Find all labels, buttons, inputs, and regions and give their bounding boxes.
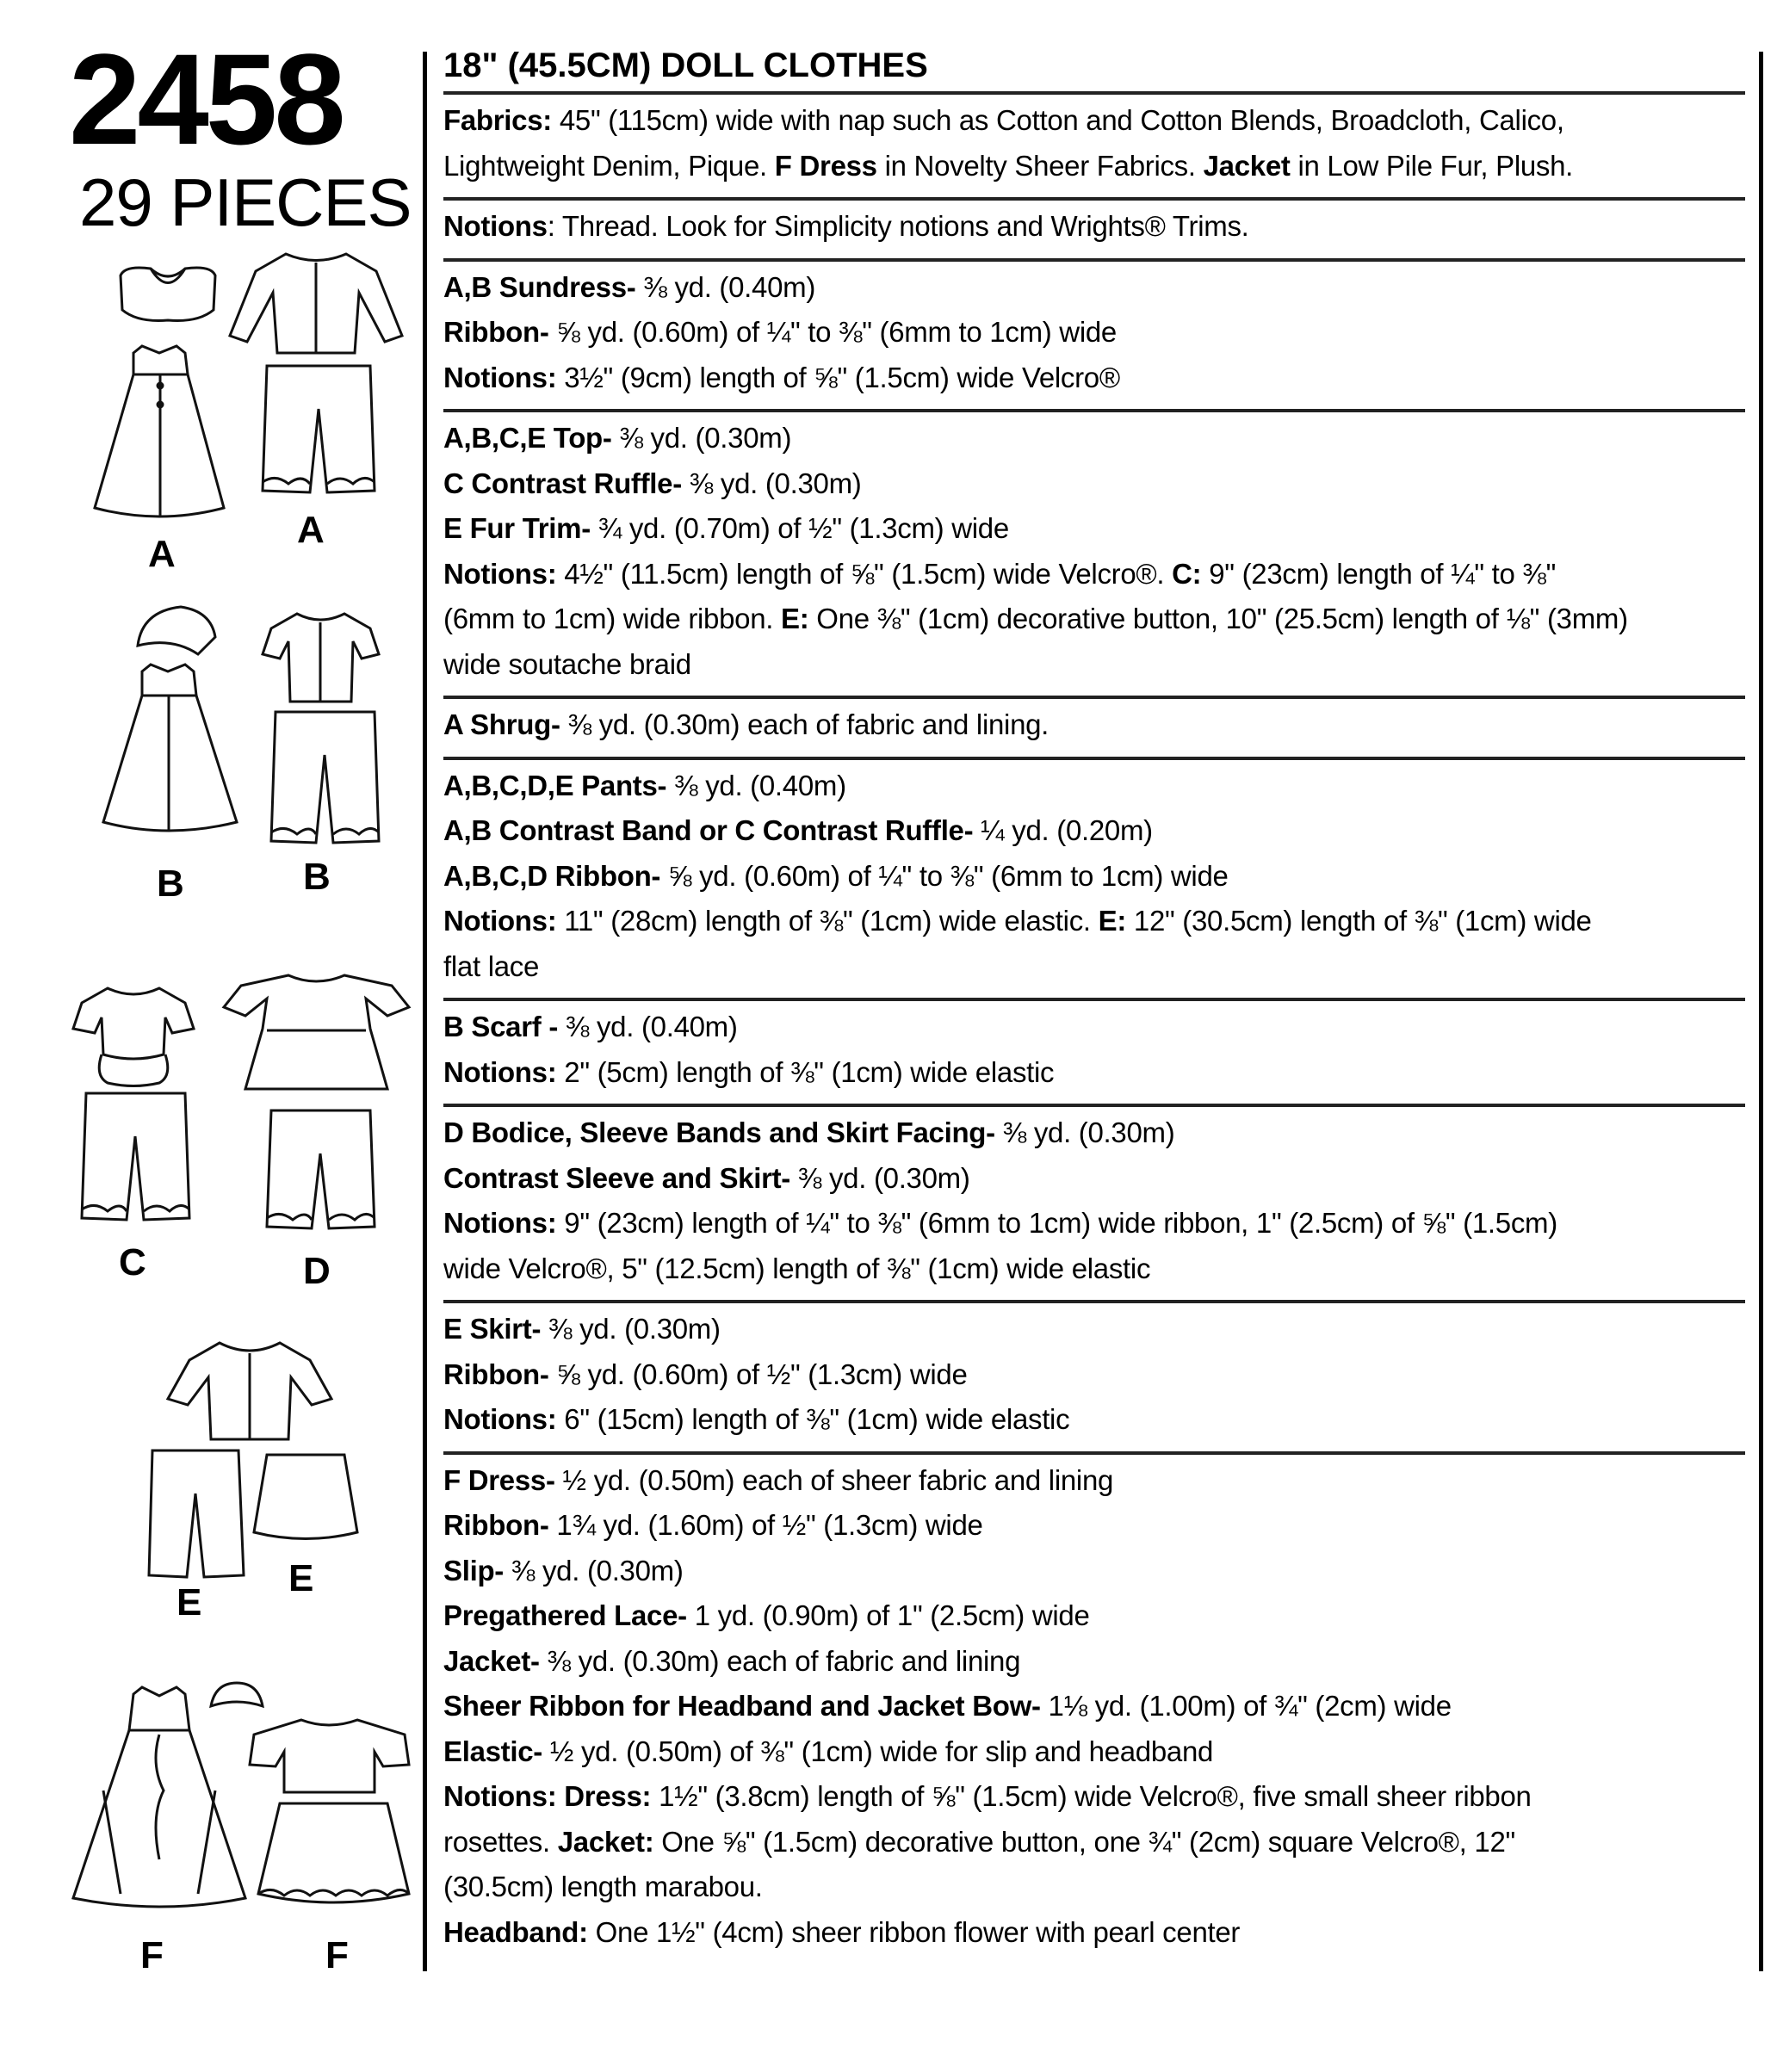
bodice-contrast-text: ⅜ yd. (0.30m) <box>790 1161 970 1194</box>
pants-notions-text-1: 11" (28cm) length of ⅜" (1cm) wide elastic. <box>556 905 1099 937</box>
top-label: A,B,C,E Top- <box>443 422 612 454</box>
top-notions-text-2: 9" (23cm) length of ¼" to ⅜" <box>1201 557 1557 590</box>
scarf-section <box>443 998 1745 1104</box>
view-d-pants-sketch <box>258 1106 383 1235</box>
view-label-a1: A <box>148 533 176 575</box>
view-a-pants-sketch <box>254 362 383 499</box>
fdress-elastic-text: ½ yd. (0.50m) of ⅜" (1cm) wide for slip and headband <box>542 1735 1214 1767</box>
view-label-c: C <box>119 1241 146 1283</box>
pants-notions-text-2: 12" (30.5cm) length of ⅜" (1cm) wide <box>1126 905 1592 937</box>
shrug-label: A Shrug- <box>443 708 560 740</box>
pants-text: ⅜ yd. (0.40m) <box>666 769 846 801</box>
requirements-column <box>443 45 1745 1964</box>
bodice-notions-label: Notions: <box>443 1207 557 1239</box>
pieces-count: 29 PIECES <box>79 164 412 240</box>
top-section <box>443 409 1745 696</box>
top-c-label: C: <box>1172 557 1202 590</box>
fdress-section <box>443 1451 1745 1964</box>
fdress-lace-text: 1 yd. (0.90m) of 1" (2.5cm) wide <box>686 1599 1090 1631</box>
top-fur-text: ¾ yd. (0.70m) of ½" (1.3cm) wide <box>590 512 1009 544</box>
pants-label: A,B,C,D,E Pants- <box>443 769 667 801</box>
view-label-d: D <box>303 1250 331 1292</box>
pants-e-label: E: <box>1098 905 1127 937</box>
view-c-top-sketch <box>69 981 198 1089</box>
skirt-notions-text: 6" (15cm) length of ⅜" (1cm) wide elastic <box>556 1403 1070 1435</box>
fdress-ribbon-label: Ribbon- <box>443 1509 549 1541</box>
fabrics-text: 45" (115cm) wide with nap such as Cotton and Cotton Blends, Broadcloth, Calico, <box>551 104 1564 136</box>
fabrics-label: Fabrics: <box>443 104 552 136</box>
view-e-top-sketch <box>164 1334 336 1446</box>
view-d-dress-sketch <box>220 968 413 1098</box>
fdress-notions-label: Notions: Dress: <box>443 1780 652 1812</box>
skirt-notions-label: Notions: <box>443 1403 557 1435</box>
view-f-dress-sketch <box>69 1687 250 1915</box>
fdress-notions-text-4: (30.5cm) length marabou. <box>443 1871 763 1902</box>
fdress-sheer-label: Sheer Ribbon for Headband and Jacket Bow- <box>443 1690 1041 1722</box>
bodice-label: D Bodice, Sleeve Bands and Skirt Facing- <box>443 1116 995 1148</box>
bodice-text: ⅜ yd. (0.30m) <box>994 1116 1175 1148</box>
fdress-slip-text: ⅜ yd. (0.30m) <box>504 1554 684 1586</box>
view-b-sundress-sketch <box>95 663 245 844</box>
skirt-text: ⅜ yd. (0.30m) <box>541 1313 721 1345</box>
pants-notions-label: Notions: <box>443 905 557 937</box>
views-column <box>0 0 422 2072</box>
skirt-section <box>443 1300 1745 1451</box>
fdress-sheer-text: 1⅛ yd. (1.00m) of ¾" (2cm) wide <box>1040 1690 1452 1722</box>
fabrics-text-2: Lightweight Denim, Pique. <box>443 149 775 182</box>
pattern-number: 2458 <box>69 27 343 171</box>
sundress-notions-label: Notions: <box>443 361 557 393</box>
sundress-section <box>443 258 1745 410</box>
view-label-a2: A <box>297 509 325 551</box>
column-divider <box>423 52 427 1971</box>
right-border <box>1759 52 1763 1971</box>
view-label-f2: F <box>325 1934 349 1976</box>
fdress-elastic-label: Elastic- <box>443 1735 542 1767</box>
scarf-text: ⅜ yd. (0.40m) <box>558 1011 738 1042</box>
top-notions-label: Notions: <box>443 557 557 590</box>
scarf-notions-label: Notions: <box>443 1055 557 1088</box>
view-a-sundress-sketch <box>86 344 232 525</box>
view-f-skirt-sketch <box>254 1799 413 1911</box>
skirt-label: E Skirt- <box>443 1313 542 1345</box>
top-fur-label: E Fur Trim- <box>443 512 591 544</box>
pants-ribbon-text: ⅝ yd. (0.60m) of ¼" to ⅜" (6mm to 1cm) wide <box>660 859 1229 892</box>
bodice-notions-text-1: 9" (23cm) length of ¼" to ⅜" (6mm to 1cm) wide ribbon, 1" (2.5cm) of ⅝" (1.5cm) <box>556 1207 1557 1239</box>
notions-label: Notions <box>443 210 548 242</box>
top-text: ⅜ yd. (0.30m) <box>611 422 792 454</box>
sundress-notions-text: 3½" (9cm) length of ⅝" (1.5cm) wide Velcro® <box>556 361 1120 393</box>
page-title: 18" (45.5CM) DOLL CLOTHES <box>443 46 928 84</box>
pants-band-label: A,B Contrast Band or C Contrast Ruffle- <box>443 814 974 846</box>
fdress-headband-text: One 1½" (4cm) sheer ribbon flower with pearl center <box>587 1915 1241 1948</box>
notions-section <box>443 197 1745 258</box>
bodice-section <box>443 1104 1745 1300</box>
fdress-notions-text-3: One ⅝" (1.5cm) decorative button, one ¾" (2cm) square Velcro®, 12" <box>653 1825 1515 1858</box>
top-ruffle-label: C Contrast Ruffle- <box>443 467 682 499</box>
fabrics-text-4: in Low Pile Fur, Plush. <box>1290 149 1574 182</box>
fabrics-f-label: F Dress <box>774 149 877 182</box>
top-notions-text-5: wide soutache braid <box>443 647 691 680</box>
sundress-label: A,B Sundress- <box>443 270 636 303</box>
view-e-skirt-sketch <box>250 1450 362 1545</box>
skirt-ribbon-text: ⅝ yd. (0.60m) of ½" (1.3cm) wide <box>548 1358 968 1390</box>
sundress-text: ⅜ yd. (0.40m) <box>635 270 816 303</box>
view-label-b1: B <box>157 863 184 905</box>
view-f-jacket-sketch <box>245 1713 413 1799</box>
sundress-ribbon-text: ⅝ yd. (0.60m) of ¼" to ⅜" (6mm to 1cm) wide <box>548 316 1117 348</box>
view-label-f1: F <box>140 1934 164 1976</box>
fdress-ribbon-text: 1¾ yd. (1.60m) of ½" (1.3cm) wide <box>548 1509 983 1541</box>
pants-notions-text-3: flat lace <box>443 949 540 982</box>
view-b-top-sketch <box>258 607 383 706</box>
fdress-notions-text-1: 1½" (3.8cm) length of ⅝" (1.5cm) wide Velcro®, five small sheer ribbon <box>651 1780 1532 1812</box>
top-ruffle-text: ⅜ yd. (0.30m) <box>681 467 862 499</box>
view-label-b2: B <box>303 856 331 898</box>
fdress-jacket2-label: Jacket: <box>557 1825 654 1858</box>
view-b-scarf-sketch <box>129 603 224 663</box>
scarf-notions-text: 2" (5cm) length of ⅜" (1cm) wide elastic <box>556 1055 1055 1088</box>
fdress-slip-label: Slip- <box>443 1554 504 1586</box>
shrug-section <box>443 696 1745 757</box>
fdress-jacket-text: ⅜ yd. (0.30m) each of fabric and lining <box>539 1644 1021 1677</box>
top-e-label: E: <box>781 603 809 634</box>
fabrics-text-3: in Novelty Sheer Fabrics. <box>876 149 1204 182</box>
fabrics-jacket-label: Jacket <box>1203 149 1291 182</box>
bodice-notions-text-2: wide Velcro®, 5" (12.5cm) length of ⅜" (1cm) wide elastic <box>443 1252 1151 1284</box>
view-c-pants-sketch <box>73 1089 198 1227</box>
fdress-lace-label: Pregathered Lace- <box>443 1599 687 1631</box>
pants-ribbon-label: A,B,C,D Ribbon- <box>443 859 661 892</box>
fdress-label: F Dress- <box>443 1463 555 1496</box>
top-notions-text-1: 4½" (11.5cm) length of ⅝" (1.5cm) wide Velcro®. <box>556 557 1173 590</box>
top-notions-text-3: (6mm to 1cm) wide ribbon. <box>443 603 781 634</box>
notions-text: : Thread. Look for Simplicity notions and Wrights® Trims. <box>547 210 1249 242</box>
pants-band-text: ¼ yd. (0.20m) <box>973 814 1153 846</box>
shrug-text: ⅜ yd. (0.30m) each of fabric and lining. <box>560 708 1049 740</box>
view-a-top-sketch <box>226 245 406 362</box>
fdress-text: ½ yd. (0.50m) each of sheer fabric and lining <box>554 1463 1114 1496</box>
view-a-shrug-sketch <box>112 258 224 344</box>
skirt-ribbon-label: Ribbon- <box>443 1358 549 1390</box>
sundress-ribbon-label: Ribbon- <box>443 316 549 348</box>
fdress-notions-text-2: rosettes. <box>443 1825 558 1858</box>
fabrics-section <box>443 91 1745 197</box>
view-b-pants-sketch <box>263 708 387 850</box>
fdress-headband-label: Headband: <box>443 1915 588 1948</box>
fdress-jacket-label: Jacket- <box>443 1644 540 1677</box>
top-notions-text-4: One ⅜" (1cm) decorative button, 10" (25.5cm) length of ⅛" (3mm) <box>808 603 1628 634</box>
view-f-headband-sketch <box>207 1679 267 1713</box>
view-label-e2: E <box>288 1557 314 1599</box>
scarf-label: B Scarf - <box>443 1011 559 1042</box>
view-e-pants-sketch <box>142 1446 250 1584</box>
pants-section <box>443 757 1745 999</box>
view-label-e1: E <box>176 1581 202 1624</box>
bodice-contrast-label: Contrast Sleeve and Skirt- <box>443 1161 790 1194</box>
